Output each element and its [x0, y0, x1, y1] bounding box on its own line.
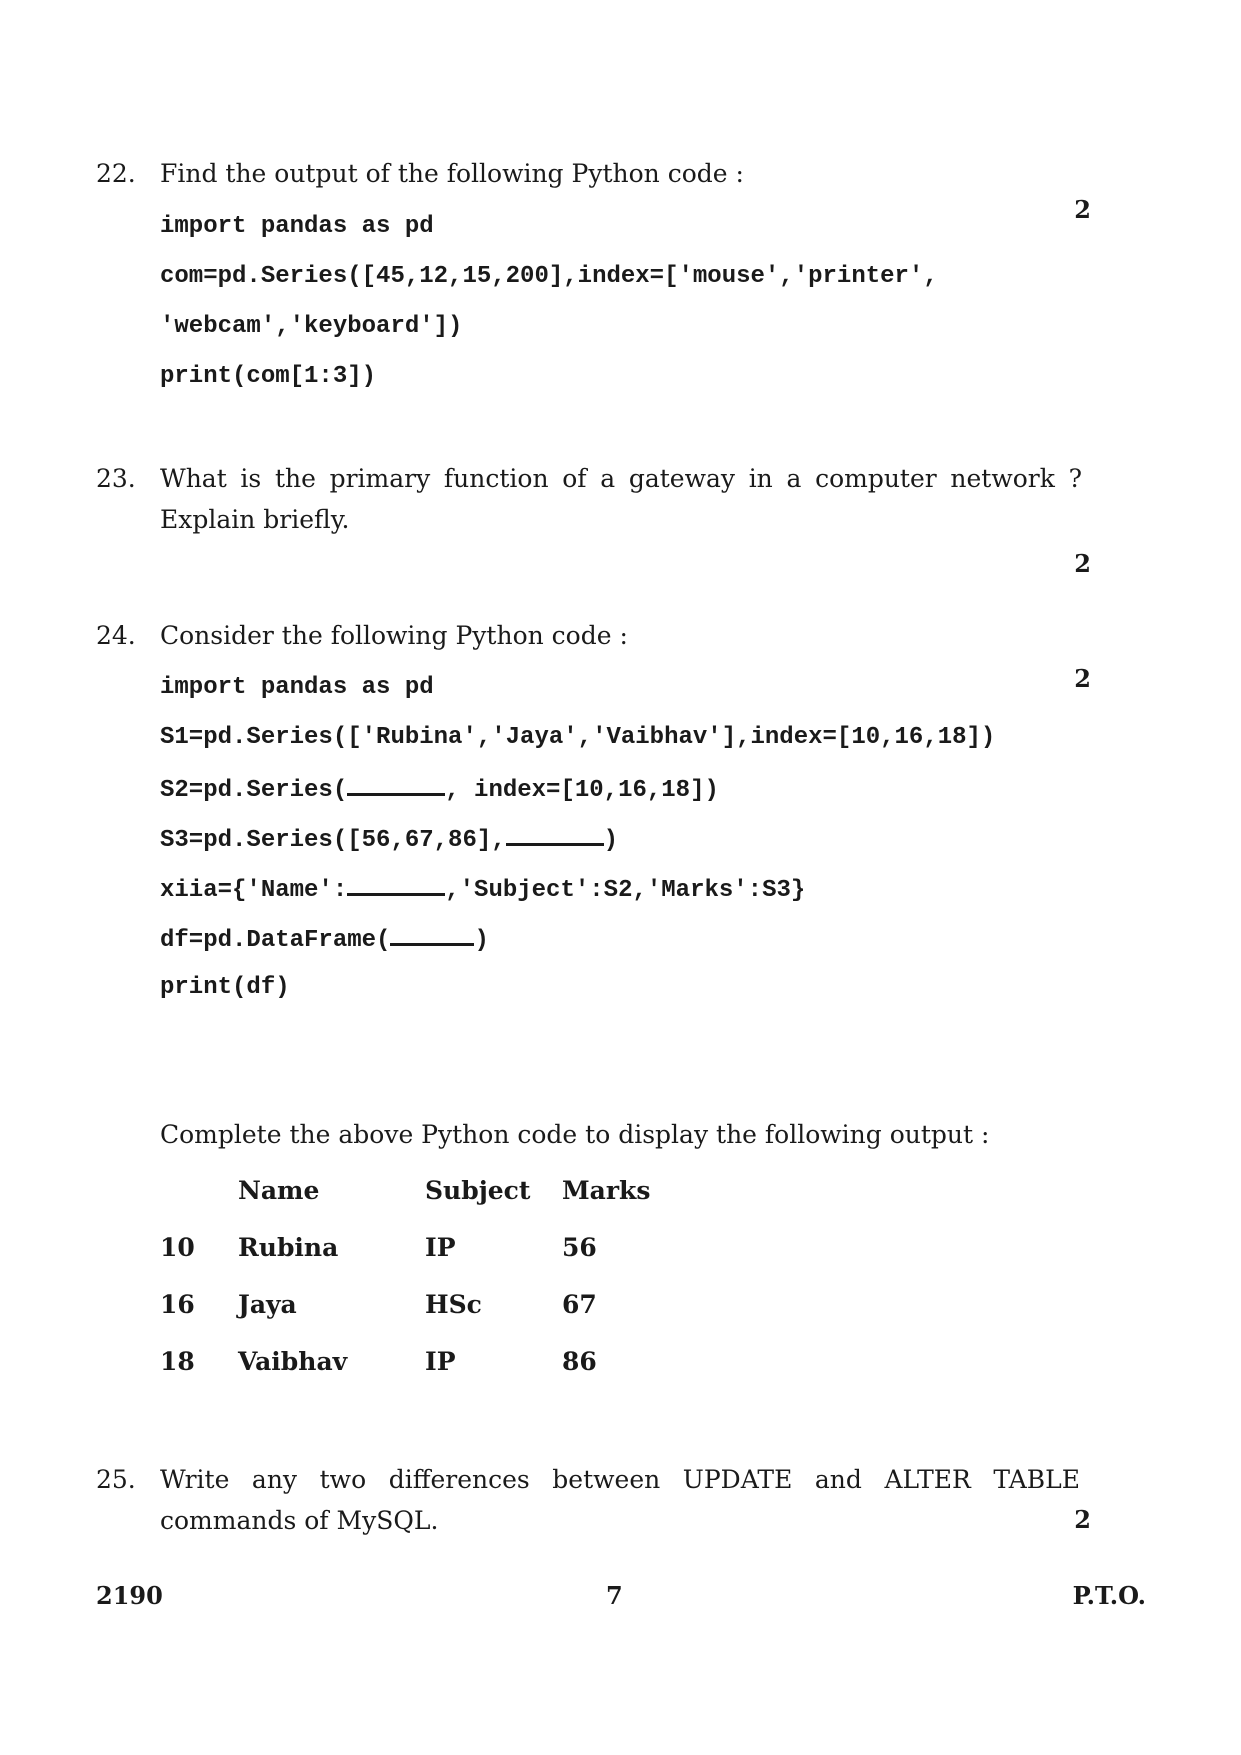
question-23-text-line1: What is the primary function of a gateway in a computer network ? [160, 464, 1082, 493]
table-cell-name: Vaibhav [238, 1347, 348, 1376]
table-cell-index: 16 [160, 1290, 195, 1319]
table-cell-subject: HSc [425, 1290, 482, 1319]
code-line [160, 773, 719, 806]
question-23-number: 23. [96, 464, 136, 493]
table-cell-index: 10 [160, 1233, 195, 1262]
table-header-name: Name [238, 1176, 320, 1205]
fill-in-blank [506, 823, 604, 846]
table-header-subject: Subject [425, 1176, 531, 1205]
question-25-number: 25. [96, 1465, 136, 1494]
code-segment: ) [474, 927, 489, 954]
table-cell-index: 18 [160, 1347, 195, 1376]
footer-page-number: 7 [606, 1581, 623, 1610]
question-25-text-line1: Write any two differences between UPDATE and ALTER TABLE [160, 1465, 1080, 1494]
question-22-number: 22. [96, 159, 136, 188]
code-line: S1=pd.Series(['Rubina','Jaya','Vaibhav'],index=[10,16,18]) [160, 724, 996, 751]
question-25-text-line2: commands of MySQL. [160, 1506, 439, 1535]
question-23-text-line2: Explain briefly. [160, 505, 350, 534]
question-24-instruction: Complete the above Python code to display the following output : [160, 1120, 990, 1149]
question-24-prompt: Consider the following Python code : [160, 621, 628, 650]
code-line: print(com[1:3]) [160, 363, 377, 390]
code-segment: S2=pd.Series( [160, 777, 348, 804]
code-segment: xiia={'Name': [160, 877, 348, 904]
fill-in-blank [390, 923, 474, 946]
table-cell-name: Jaya [238, 1290, 297, 1319]
question-23-marks: 2 [1074, 549, 1091, 578]
code-segment: ,'Subject':S2,'Marks':S3} [445, 877, 806, 904]
question-24-number: 24. [96, 621, 136, 650]
code-line: com=pd.Series([45,12,15,200],index=['mouse','printer', [160, 263, 938, 290]
code-line: 'webcam','keyboard']) [160, 313, 463, 340]
fill-in-blank [347, 773, 445, 796]
code-line: print(df) [160, 974, 290, 1001]
question-25-marks: 2 [1074, 1505, 1091, 1534]
table-header-marks: Marks [562, 1176, 651, 1205]
question-22-prompt: Find the output of the following Python code : [160, 159, 744, 188]
table-cell-marks: 56 [562, 1233, 597, 1262]
code-segment: df=pd.DataFrame( [160, 927, 391, 954]
code-segment: ) [603, 827, 619, 854]
code-line [160, 823, 618, 856]
table-cell-subject: IP [425, 1233, 456, 1262]
table-cell-name: Rubina [238, 1233, 339, 1262]
question-24-marks: 2 [1074, 664, 1091, 693]
code-line [160, 923, 489, 956]
table-cell-subject: IP [425, 1347, 456, 1376]
question-22-marks: 2 [1074, 195, 1091, 224]
footer-pto: P.T.O. [1072, 1581, 1146, 1610]
code-segment: , index=[10,16,18]) [445, 777, 719, 804]
fill-in-blank [347, 873, 445, 896]
code-segment: S3=pd.Series([56,67,86], [160, 827, 506, 854]
code-line [160, 873, 805, 906]
table-cell-marks: 67 [562, 1290, 597, 1319]
code-line: import pandas as pd [160, 213, 434, 240]
footer-paper-code: 2190 [96, 1581, 163, 1610]
code-line: import pandas as pd [160, 674, 434, 701]
table-cell-marks: 86 [562, 1347, 597, 1376]
